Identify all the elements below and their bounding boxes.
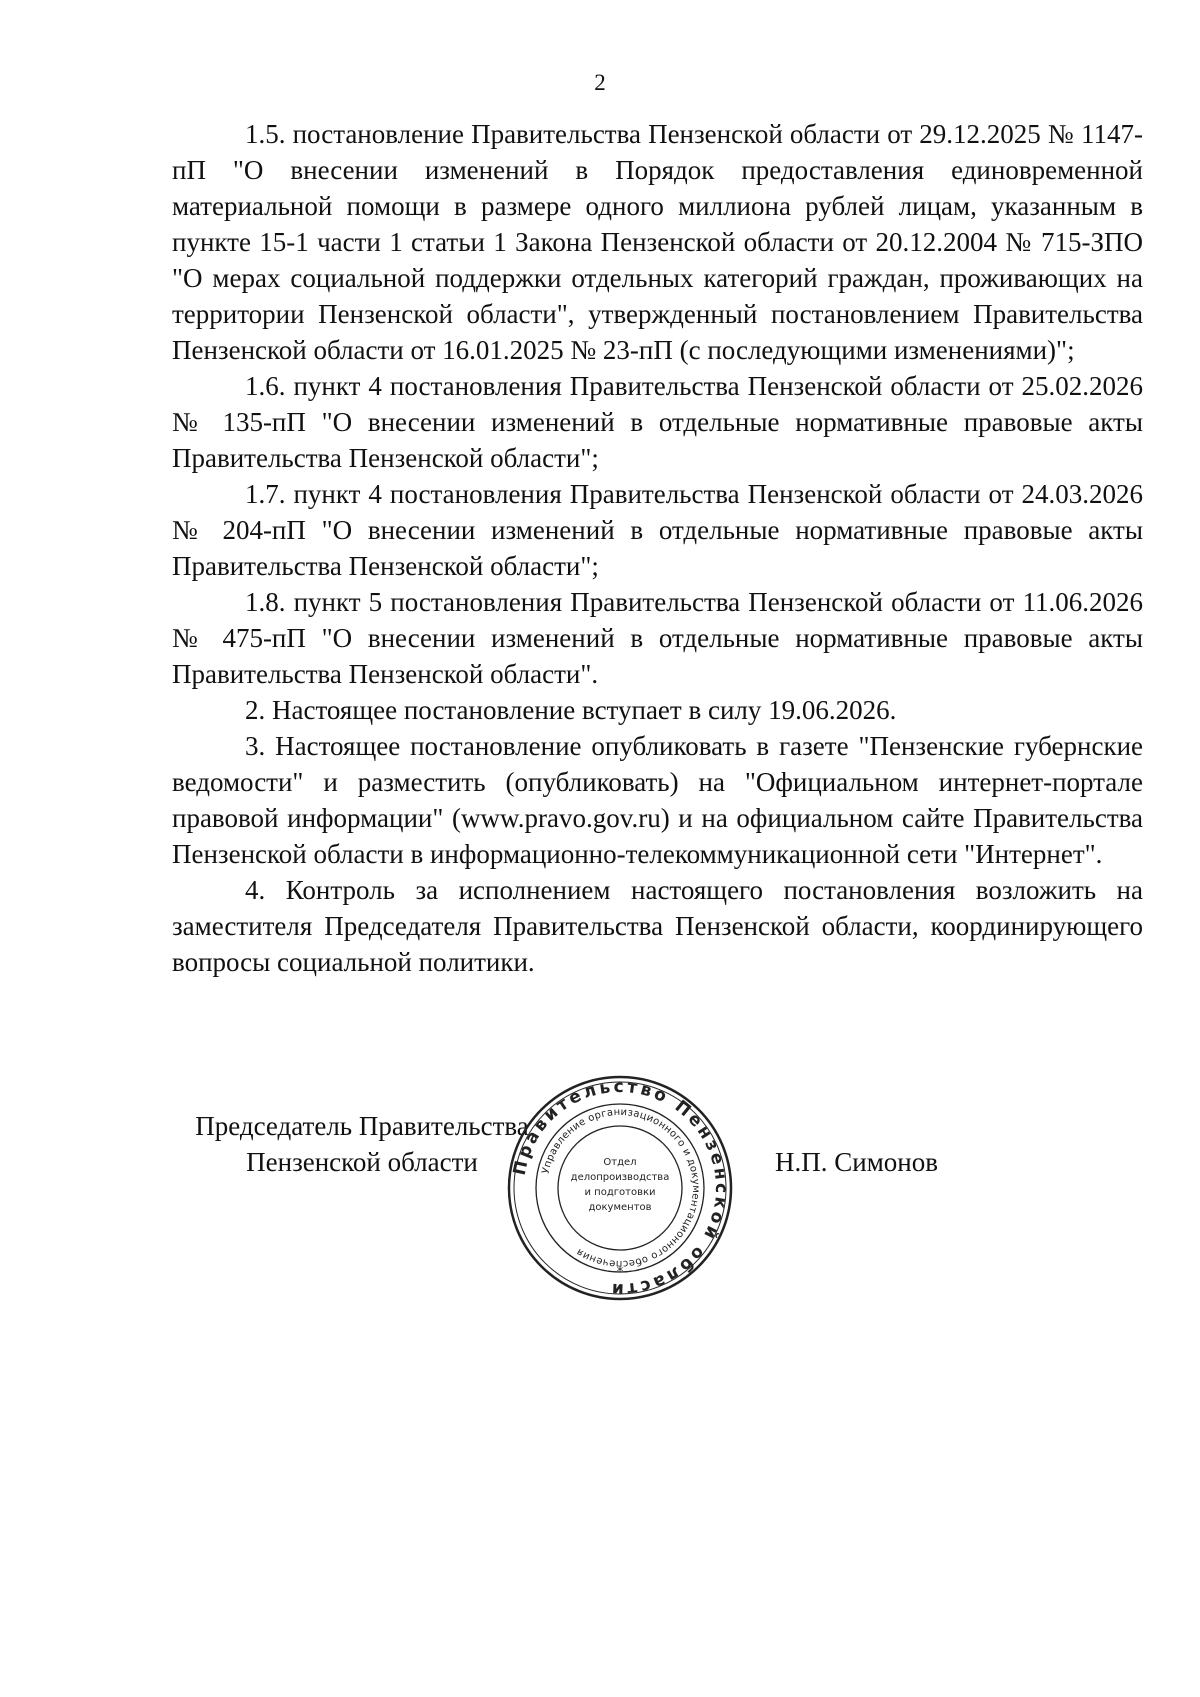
paragraph-3: 3. Настоящее постановление опубликовать в газете "Пензенские губернские ведомости" и разместить (опубликовать) на "Официальном интернет-портале правовой информации" (www.pravo.gov.ru) и на официальном сайте Правительства Пензенской области в информационно-телекоммуникационной сети "Интернет".	[172, 731, 1143, 869]
signatory-name: Н.П. Симонов	[775, 1147, 938, 1177]
page-number: 2	[594, 70, 606, 95]
paragraph-1-7: 1.7. пункт 4 постановления Правительства Пензенской области от 24.03.2026 № 204-пП "О внесении изменений в отдельные нормативные правовые акты Правительства Пензенской области";	[172, 479, 1143, 581]
seal-inner-ring-text: Управление организационного и документационного обеспечения	[540, 1106, 702, 1270]
document-body	[172, 116, 1143, 980]
signatory-position	[182, 1108, 542, 1180]
signatory-position-line-1: Председатель Правительства	[195, 1111, 529, 1141]
paragraph-1-6: 1.6. пункт 4 постановления Правительства Пензенской области от 25.02.2026 № 135-пП "О внесении изменений в отдельные нормативные правовые акты Правительства Пензенской области";	[172, 371, 1143, 473]
seal-outer-text: Правительство Пензенской области	[509, 1076, 732, 1300]
seal-star-icon: *	[616, 1265, 624, 1280]
paragraph-1-8: 1.8. пункт 5 постановления Правительства Пензенской области от 11.06.2026 № 475-пП "О внесении изменений в отдельные нормативные правовые акты Правительства Пензенской области".	[172, 587, 1143, 689]
paragraph-4: 4. Контроль за исполнением настоящего постановления возложить на заместителя Председателя Правительства Пензенской области, координирующего вопросы социальной политики.	[172, 875, 1143, 977]
official-seal	[505, 1073, 735, 1303]
seal-center-line-1: Отдел	[603, 1157, 637, 1168]
paragraph-2: 2. Настоящее постановление вступает в силу 19.06.2026.	[245, 695, 897, 725]
seal-center-line-4: документов	[588, 1202, 652, 1213]
signatory-position-line-2: Пензенской области	[246, 1147, 478, 1177]
seal-center-line-3: и подготовки	[584, 1187, 656, 1198]
seal-center-line-2: делопроизводства	[570, 1172, 670, 1183]
paragraph-1-5: 1.5. постановление Правительства Пензенской области от 29.12.2025 № 1147-пП "О внесении изменений в Порядок предоставления единовременной материальной помощи в размере одного миллиона рублей лицам, указанным в пункте 15-1 части 1 статьи 1 Закона Пензенской области от 20.12.2004 № 715-ЗПО "О мерах социальной поддержки отдельных категорий граждан, проживающих на территории Пензенской области", утвержденный постановлением Правительства Пензенской области от 16.01.2025 № 23-пП (с последующими изменениями)";	[172, 119, 1143, 365]
